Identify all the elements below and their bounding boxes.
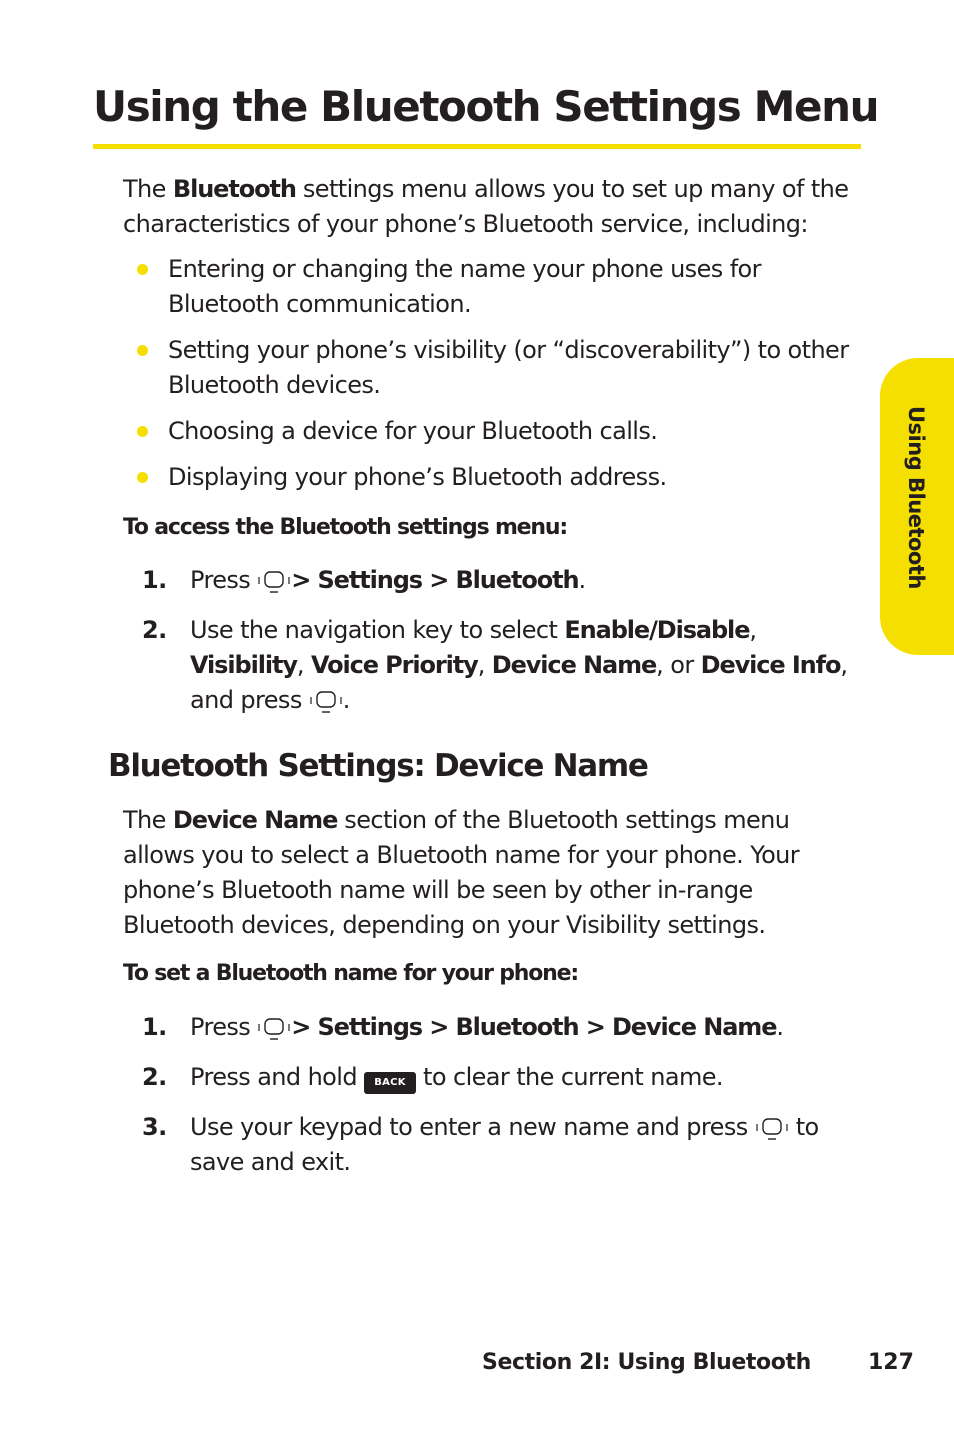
step-number: 2.	[142, 616, 167, 644]
access-steps	[123, 563, 863, 733]
back-key-icon: BACK	[364, 1072, 416, 1094]
intro-paragraph: The Bluetooth settings menu allows you to set up many of the characteristics of your phone’s Bluetooth service, including:	[123, 175, 849, 238]
page-number: 127	[868, 1350, 914, 1375]
list-item: Choosing a device for your Bluetooth calls.	[123, 414, 863, 449]
list-item: Setting your phone’s visibility (or “discoverability”) to other Bluetooth devices.	[123, 333, 863, 403]
menu-ok-key-icon	[257, 1016, 291, 1040]
section-heading: Bluetooth Settings: Device Name	[108, 748, 648, 784]
menu-ok-key-icon	[257, 569, 291, 593]
menu-ok-key-icon	[755, 1116, 789, 1140]
step-item: 2. Use the navigation key to select Enable/Disable, Visibility, Voice Priority, Device Name, or Device Info, and press .	[123, 613, 863, 718]
step-item: 3. Use your keypad to enter a new name and press to save and exit.	[123, 1110, 863, 1180]
access-procedure-heading: To access the Bluetooth settings menu:	[123, 515, 567, 540]
device-name-paragraph: The Device Name section of the Bluetooth settings menu allows you to select a Bluetooth name for your phone. Your phone’s Bluetooth name will be seen by other in-range Bluetooth devices, depending on your Visibility settings.	[123, 806, 800, 939]
step-item: 2. Press and hold BACK to clear the current name.	[123, 1060, 863, 1095]
list-item: Displaying your phone’s Bluetooth address.	[123, 460, 863, 495]
menu-ok-key-icon	[309, 689, 343, 713]
title-rule	[93, 144, 861, 149]
step-number: 2.	[142, 1063, 167, 1091]
bullet-icon	[137, 345, 148, 356]
list-item: Entering or changing the name your phone uses for Bluetooth communication.	[123, 252, 863, 322]
step-number: 1.	[142, 1013, 167, 1041]
bullet-icon	[137, 472, 148, 483]
bullet-icon	[137, 426, 148, 437]
step-item: 1. Press > Settings > Bluetooth.	[123, 563, 863, 598]
page-title: Using the Bluetooth Settings Menu	[93, 82, 879, 131]
bullet-icon	[137, 264, 148, 275]
set-name-procedure-heading: To set a Bluetooth name for your phone:	[123, 961, 578, 986]
side-tab-label: Using Bluetooth	[904, 406, 928, 589]
step-item: 1. Press > Settings > Bluetooth > Device Name.	[123, 1010, 863, 1045]
step-number: 3.	[142, 1113, 167, 1141]
footer-section-label: Section 2I: Using Bluetooth	[482, 1350, 811, 1375]
step-number: 1.	[142, 566, 167, 594]
set-name-steps	[123, 1010, 863, 1195]
bluetooth-term: Bluetooth	[172, 175, 296, 203]
feature-list	[123, 252, 863, 506]
